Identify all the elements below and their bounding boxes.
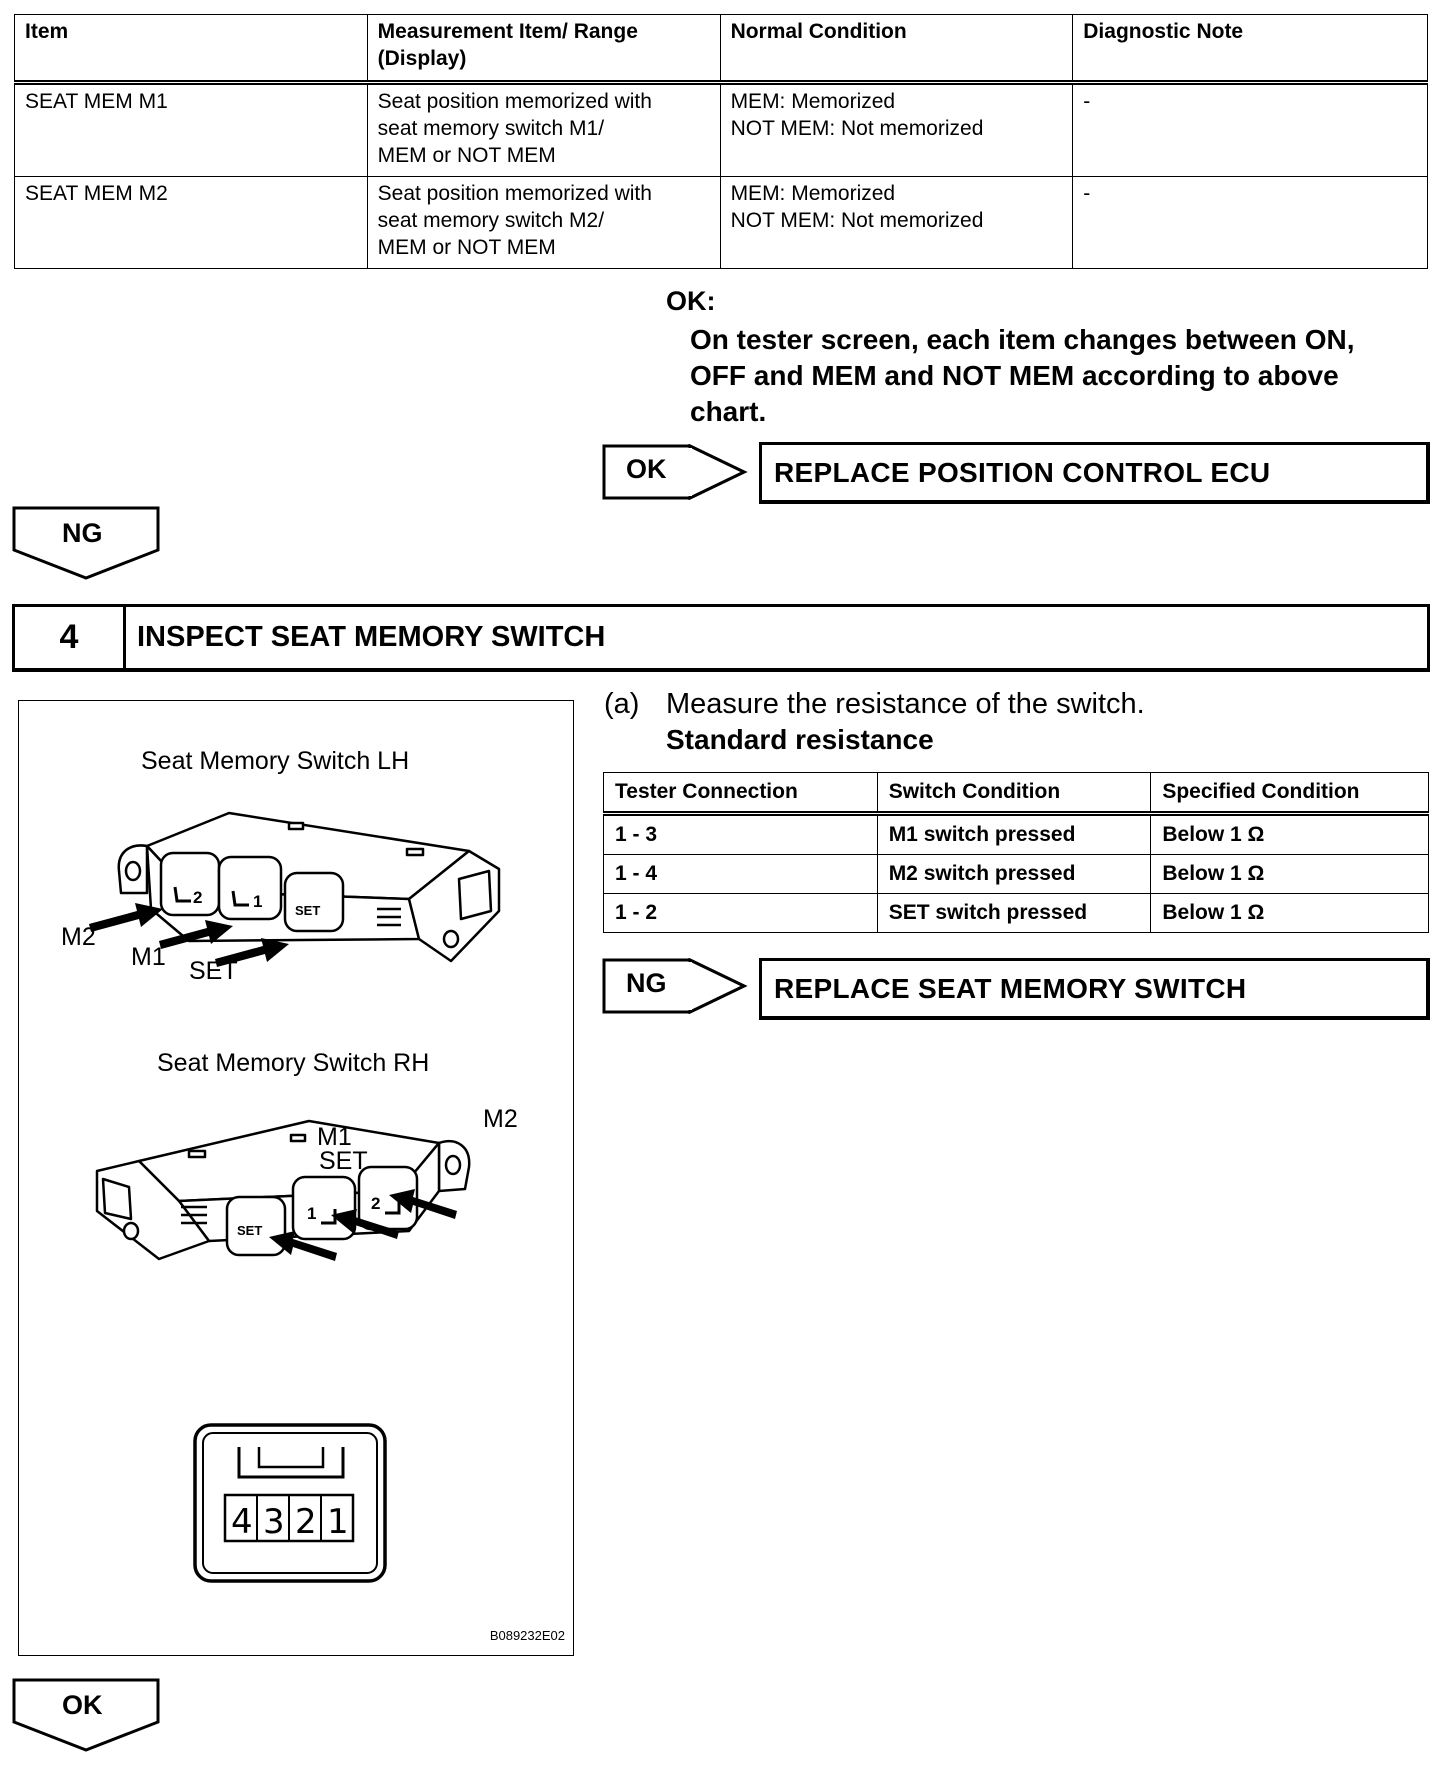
cell-condition: M2 switch pressed bbox=[877, 855, 1151, 894]
ok-arrow-tag bbox=[602, 444, 752, 500]
header-diagnostic-note: Diagnostic Note bbox=[1073, 15, 1428, 83]
header-tester-connection: Tester Connection bbox=[604, 773, 878, 814]
rh-m2-label: M2 bbox=[483, 1105, 518, 1133]
cell-range: Seat position memorized with seat memory switch M2/ MEM or NOT MEM bbox=[367, 177, 720, 269]
pin-label: 4 bbox=[231, 1502, 253, 1542]
ng-continue-tag bbox=[12, 506, 160, 580]
cell-specified: Below 1 Ω bbox=[1151, 855, 1429, 894]
header-measurement: Measurement Item/ Range (Display) bbox=[367, 15, 720, 83]
switch-illustration bbox=[18, 700, 574, 1656]
figure-code: B089232E02 bbox=[489, 1628, 565, 1643]
resistance-table bbox=[603, 772, 1429, 933]
ng-continue-label: NG bbox=[62, 518, 103, 548]
table-header-row bbox=[15, 15, 1428, 83]
data-list-table bbox=[14, 14, 1428, 269]
ok-condition-title: OK: bbox=[666, 286, 716, 316]
table-header-row bbox=[604, 773, 1429, 814]
ng-branch-label: NG bbox=[626, 968, 667, 998]
cell-specified: Below 1 Ω bbox=[1151, 894, 1429, 933]
instruction-subtitle: Standard resistance bbox=[666, 724, 934, 755]
replace-switch-box: REPLACE SEAT MEMORY SWITCH bbox=[759, 958, 1430, 1020]
header-specified-condition: Specified Condition bbox=[1151, 773, 1429, 814]
rh-m2-mark: 2 bbox=[371, 1194, 381, 1213]
instruction-marker: (a) bbox=[604, 688, 640, 720]
lh-m1-mark: 1 bbox=[253, 892, 263, 911]
cell-specified: Below 1 Ω bbox=[1151, 814, 1429, 855]
step-title: INSPECT SEAT MEMORY SWITCH bbox=[137, 621, 606, 653]
connector-diagram bbox=[191, 1421, 391, 1589]
table-row bbox=[15, 83, 1428, 177]
pin-label: 2 bbox=[295, 1502, 317, 1542]
cell-range: Seat position memorized with seat memory switch M1/ MEM or NOT MEM bbox=[367, 83, 720, 177]
lh-m2-label: M2 bbox=[61, 923, 96, 951]
ok-branch-label: OK bbox=[626, 454, 667, 484]
header-switch-condition: Switch Condition bbox=[877, 773, 1151, 814]
lh-m2-mark: 2 bbox=[193, 888, 203, 907]
rh-m1-mark: 1 bbox=[307, 1204, 317, 1223]
step-number: 4 bbox=[15, 607, 126, 668]
rh-set-label: SET bbox=[319, 1147, 368, 1175]
cell-item: SEAT MEM M2 bbox=[15, 177, 368, 269]
ok-condition-text: On tester screen, each item changes between ON, OFF and MEM and NOT MEM according to above chart. bbox=[690, 324, 1355, 427]
lh-set-label: SET bbox=[189, 957, 238, 985]
m2-arrow-icon bbox=[89, 903, 163, 932]
ng-arrow-tag bbox=[602, 958, 752, 1014]
right-arrow-icon bbox=[602, 444, 752, 500]
cell-note: - bbox=[1073, 83, 1428, 177]
cell-condition: SET switch pressed bbox=[877, 894, 1151, 933]
lh-set-mark: SET bbox=[295, 903, 321, 918]
cell-normal: MEM: Memorized NOT MEM: Not memorized bbox=[720, 177, 1073, 269]
table-row bbox=[15, 177, 1428, 269]
instruction-text: Measure the resistance of the switch. bbox=[666, 688, 1145, 720]
cell-connection: 1 - 3 bbox=[604, 814, 878, 855]
lh-m1-label: M1 bbox=[131, 943, 166, 971]
header-normal-condition: Normal Condition bbox=[720, 15, 1073, 83]
ok-continue-label: OK bbox=[62, 1690, 103, 1720]
header-item: Item bbox=[15, 15, 368, 83]
cell-note: - bbox=[1073, 177, 1428, 269]
cell-normal: MEM: Memorized NOT MEM: Not memorized bbox=[720, 83, 1073, 177]
cell-item: SEAT MEM M1 bbox=[15, 83, 368, 177]
rh-switch-title: Seat Memory Switch RH bbox=[157, 1049, 430, 1077]
table-row bbox=[604, 894, 1429, 933]
cell-condition: M1 switch pressed bbox=[877, 814, 1151, 855]
rh-set-mark: SET bbox=[237, 1223, 263, 1238]
table-row bbox=[604, 855, 1429, 894]
table-row bbox=[604, 814, 1429, 855]
cell-connection: 1 - 2 bbox=[604, 894, 878, 933]
ok-continue-tag bbox=[12, 1678, 160, 1752]
lh-switch-title: Seat Memory Switch LH bbox=[141, 747, 410, 775]
pin-label: 1 bbox=[327, 1502, 349, 1542]
rh-m1-label: M1 bbox=[317, 1123, 352, 1151]
pin-label: 3 bbox=[263, 1502, 285, 1542]
step-header bbox=[12, 604, 1430, 672]
replace-ecu-box: REPLACE POSITION CONTROL ECU bbox=[759, 442, 1430, 504]
cell-connection: 1 - 4 bbox=[604, 855, 878, 894]
right-arrow-icon bbox=[602, 958, 752, 1014]
